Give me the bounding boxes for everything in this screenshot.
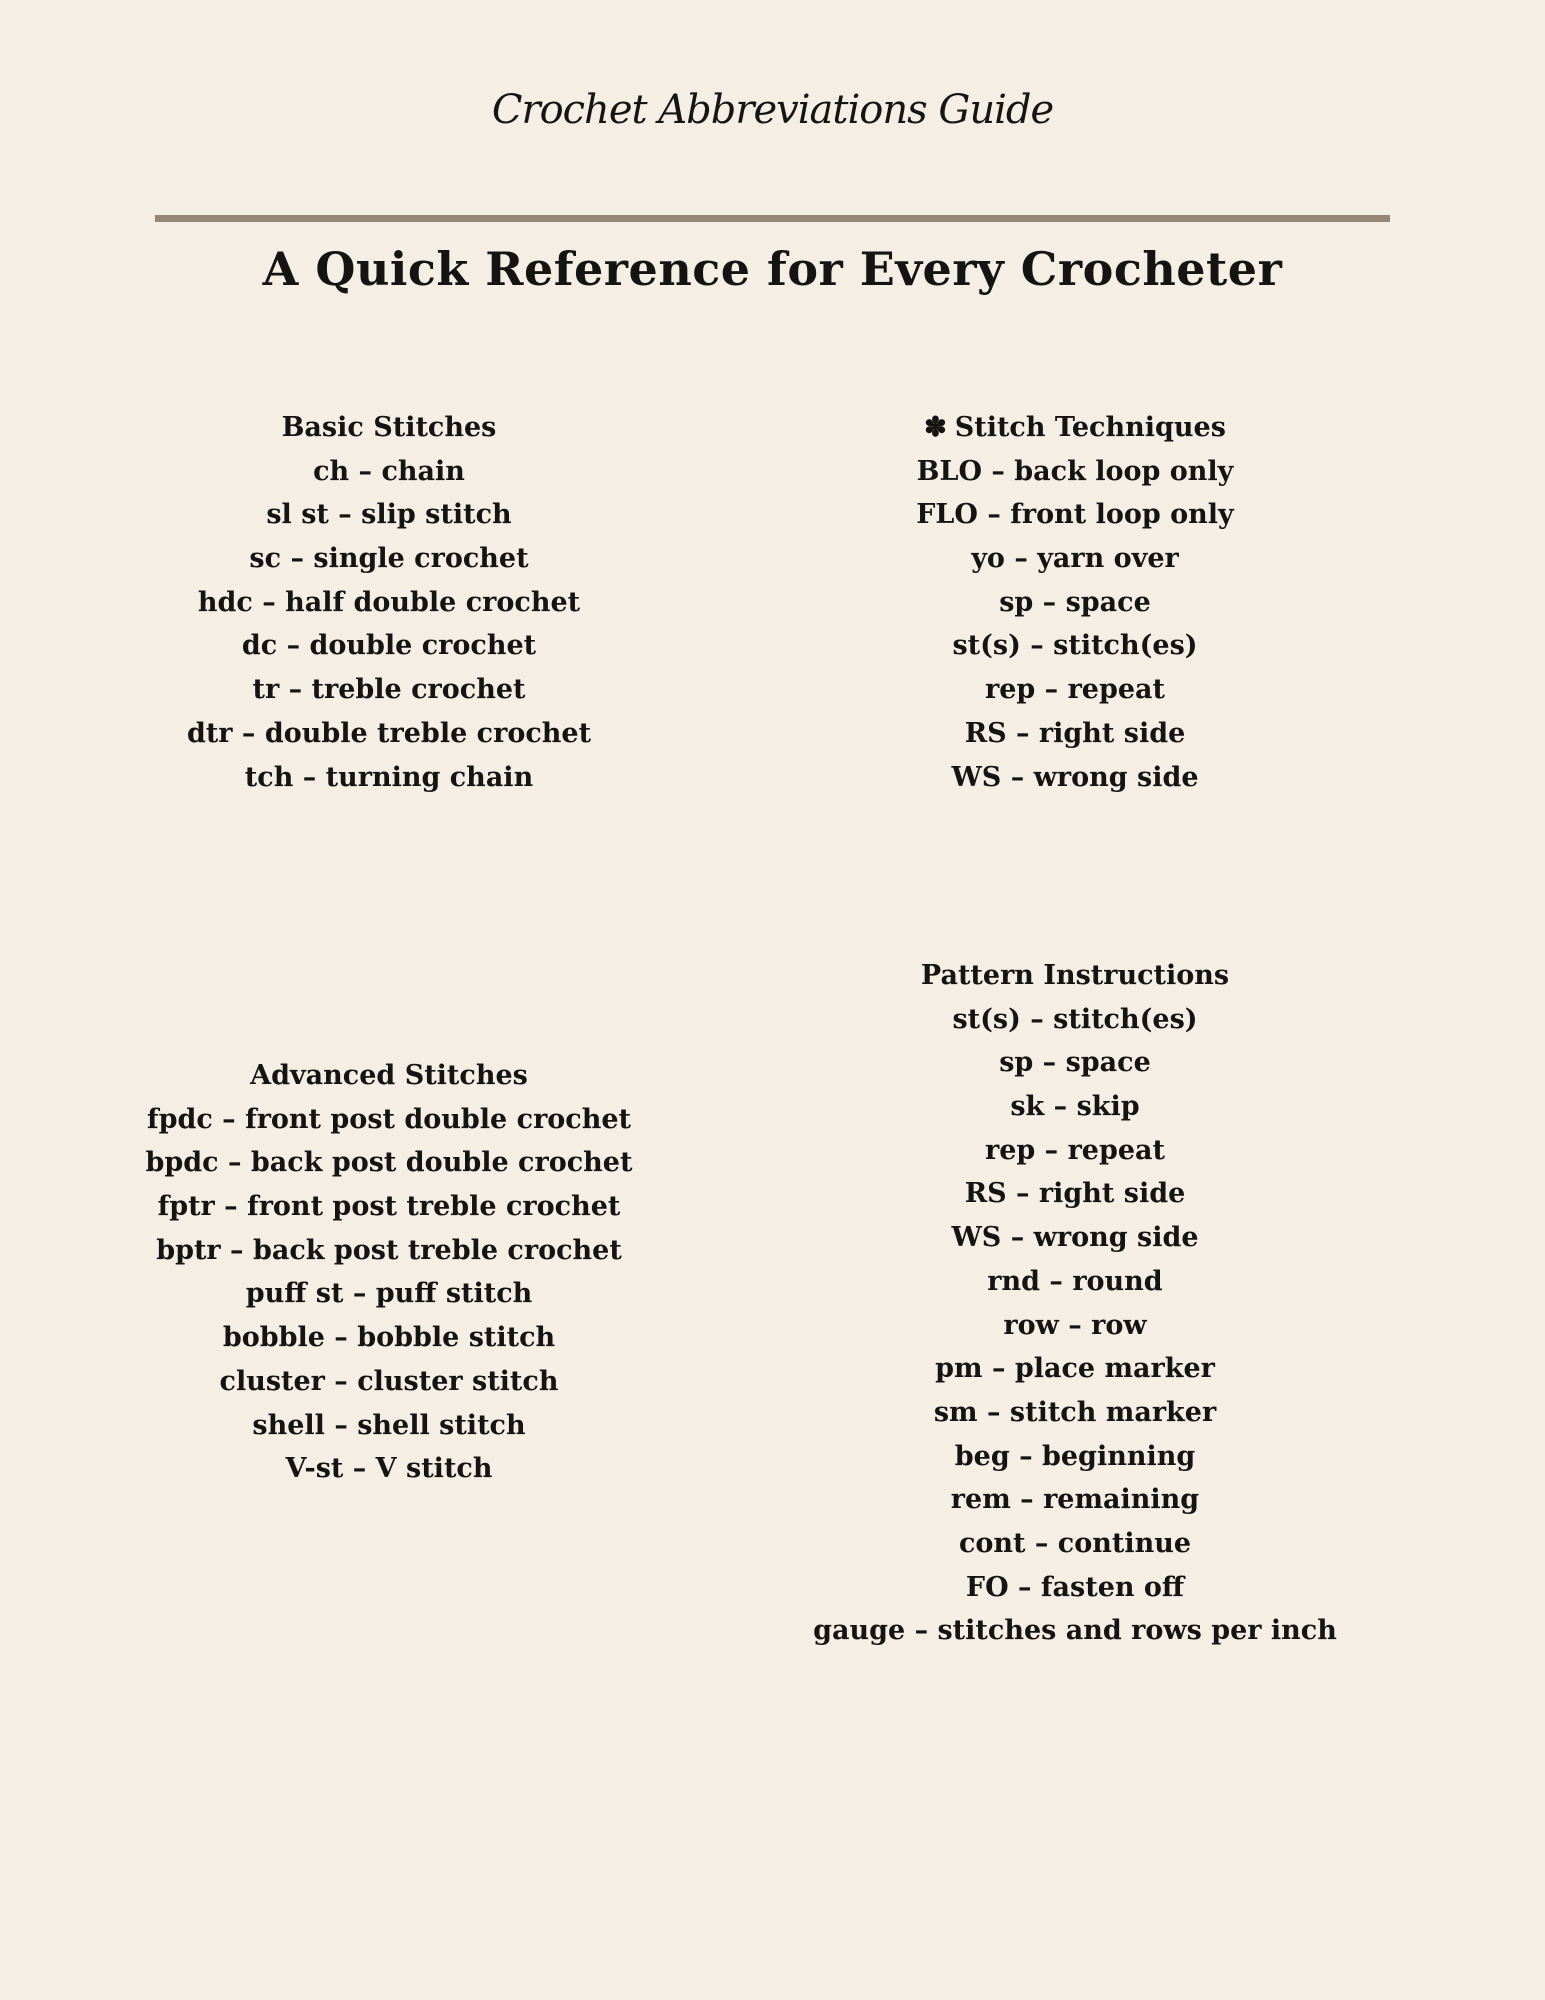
flower-icon: ✽ — [924, 412, 947, 443]
section-heading: Pattern Instructions — [920, 960, 1230, 991]
abbreviation-item: sm – stitch marker — [933, 1396, 1217, 1428]
abbreviation-item: rep – repeat — [984, 1134, 1165, 1166]
abbreviation-item: bobble – bobble stitch — [222, 1322, 556, 1354]
abbreviation-item: beg – beginning — [954, 1440, 1196, 1472]
abbreviation-item: sp – space — [999, 586, 1151, 618]
page-subtitle: A Quick Reference for Every Crocheter — [262, 242, 1283, 296]
section-heading-row — [725, 406, 1425, 450]
section-heading: Advanced Stitches — [250, 1060, 528, 1091]
abbreviation-item: row – row — [1003, 1309, 1147, 1341]
abbreviation-item: pm – place marker — [935, 1353, 1215, 1385]
abbreviation-item: sp – space — [999, 1047, 1151, 1079]
abbreviation-item: rem – remaining — [950, 1484, 1200, 1516]
abbreviation-item: RS – right side — [964, 1178, 1186, 1210]
abbreviation-list — [39, 450, 739, 800]
abbreviation-item: st(s) – stitch(es) — [952, 1003, 1198, 1035]
abbreviation-item: BLO – back loop only — [916, 455, 1234, 487]
abbreviation-item: FLO – front loop only — [916, 499, 1234, 531]
abbreviation-item: FO – fasten off — [965, 1571, 1185, 1603]
pattern-instructions-section — [725, 954, 1425, 1653]
abbreviation-item: fpdc – front post double crochet — [146, 1103, 632, 1135]
abbreviation-item: rnd – round — [987, 1265, 1163, 1297]
abbreviation-item: st(s) – stitch(es) — [952, 630, 1198, 662]
abbreviation-item: WS – wrong side — [951, 1222, 1199, 1254]
abbreviation-item: yo – yarn over — [971, 543, 1179, 575]
basic-stitches-section — [39, 406, 739, 799]
stitch-techniques-section — [725, 406, 1425, 799]
abbreviation-item: cluster – cluster stitch — [219, 1365, 559, 1397]
abbreviation-item: rep – repeat — [984, 674, 1165, 706]
abbreviation-item: gauge – stitches and rows per inch — [813, 1615, 1337, 1647]
abbreviation-item: fptr – front post treble crochet — [157, 1191, 621, 1223]
abbreviation-item: tr – treble crochet — [252, 674, 526, 706]
abbreviation-list — [725, 998, 1425, 1653]
abbreviation-item: sc – single crochet — [249, 543, 529, 575]
abbreviation-item: bpdc – back post double crochet — [145, 1147, 633, 1179]
abbreviation-item: dtr – double treble crochet — [186, 717, 592, 749]
abbreviation-item: hdc – half double crochet — [197, 586, 581, 618]
abbreviation-item: RS – right side — [964, 717, 1186, 749]
abbreviation-item: sk – skip — [1010, 1091, 1140, 1123]
abbreviation-item: cont – continue — [958, 1527, 1192, 1559]
title-divider — [155, 215, 1390, 222]
abbreviation-list — [39, 1098, 739, 1491]
abbreviation-item: bptr – back post treble crochet — [156, 1234, 622, 1266]
abbreviation-list — [725, 450, 1425, 800]
abbreviation-item: ch – chain — [313, 455, 465, 487]
section-heading: Stitch Techniques — [954, 412, 1226, 443]
abbreviation-item: dc – double crochet — [241, 630, 537, 662]
page-title: Crochet Abbreviations Guide — [491, 87, 1054, 133]
abbreviation-item: V-st – V stitch — [285, 1453, 493, 1485]
abbreviation-item: puff st – puff stitch — [245, 1278, 533, 1310]
abbreviation-item: sl st – slip stitch — [266, 499, 512, 531]
abbreviation-item: tch – turning chain — [244, 761, 534, 793]
advanced-stitches-section — [39, 1054, 739, 1491]
section-heading: Basic Stitches — [281, 412, 497, 443]
abbreviation-item: shell – shell stitch — [252, 1409, 526, 1441]
abbreviation-item: WS – wrong side — [951, 761, 1199, 793]
